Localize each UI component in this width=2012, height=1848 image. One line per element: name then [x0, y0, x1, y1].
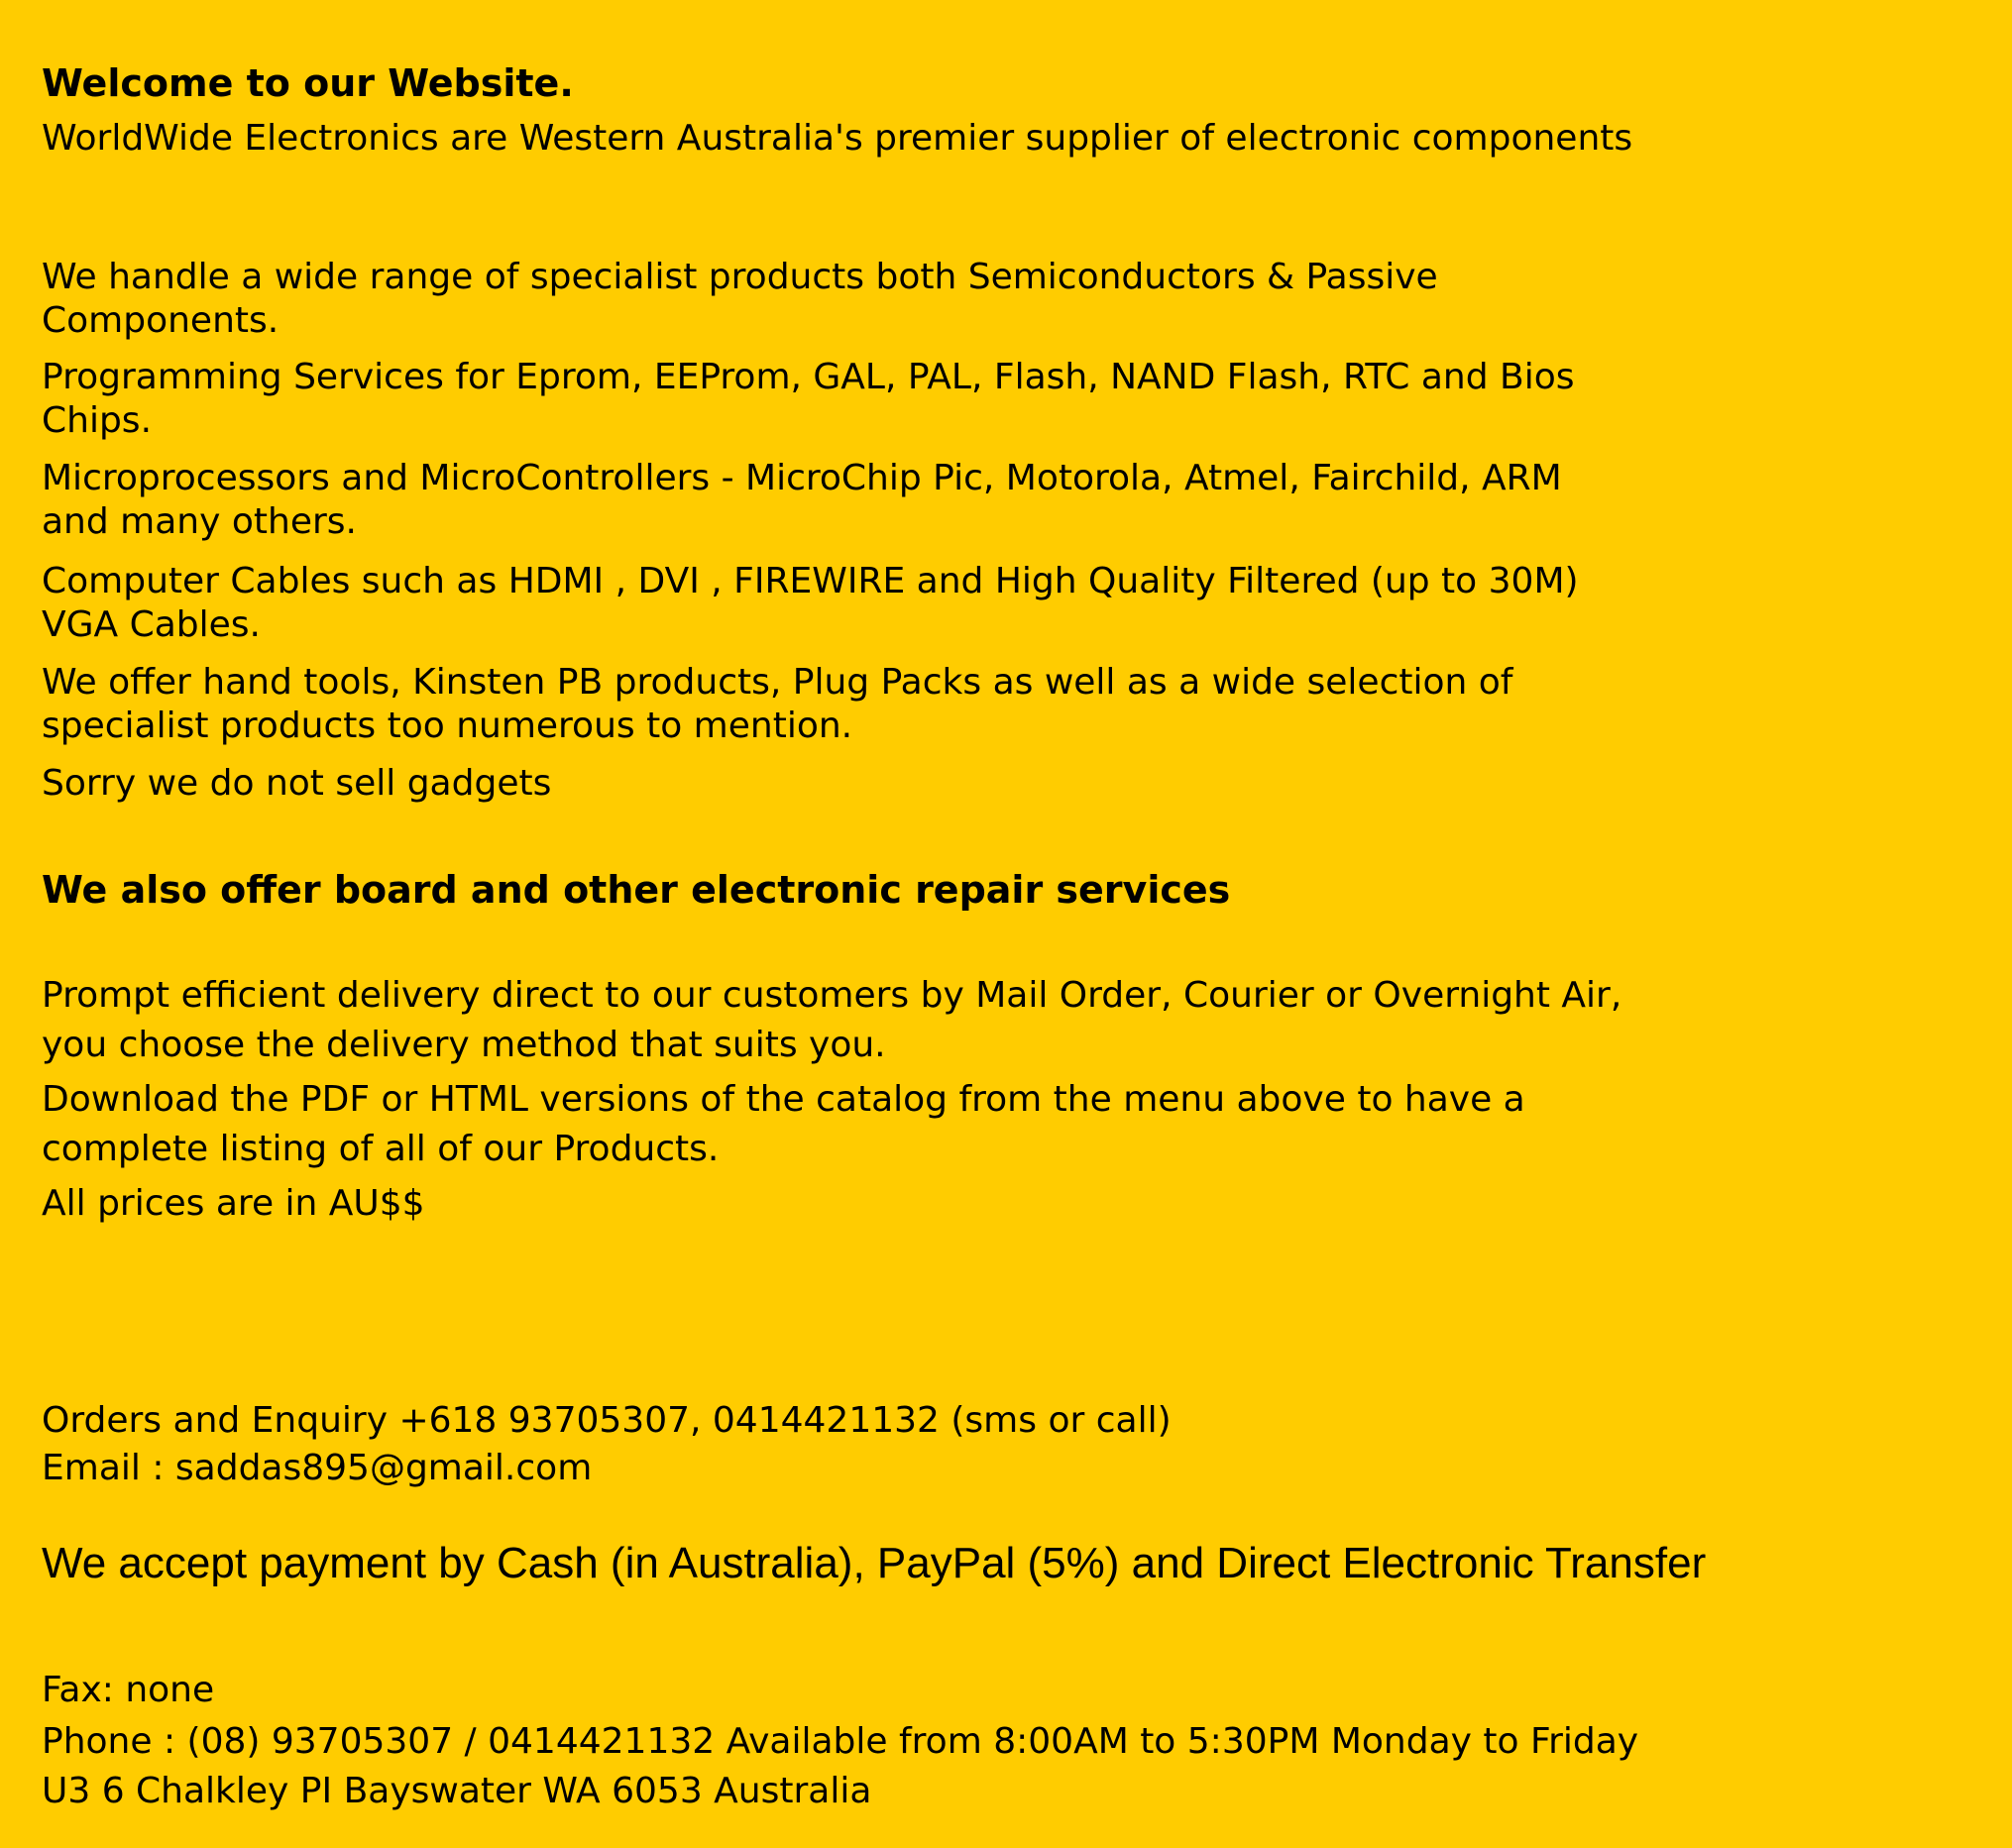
delivery-line: Prompt efficient delivery direct to our customers by Mail Order, Courier or Overnight Air,	[42, 975, 1622, 1016]
delivery-line: complete listing of all of our Products.	[42, 1129, 720, 1169]
phone-info: Phone : (08) 93705307 / 0414421132 Available from 8:00AM to 5:30PM Monday to Friday	[42, 1721, 1639, 1762]
products-line: Components.	[42, 300, 279, 341]
delivery-line: you choose the delivery method that suits you.	[42, 1025, 886, 1065]
products-line: Computer Cables such as HDMI , DVI , FIREWIRE and High Quality Filtered (up to 30M)	[42, 561, 1579, 601]
products-line: specialist products too numerous to mention.	[42, 706, 853, 746]
products-line: Chips.	[42, 400, 153, 441]
delivery-line: All prices are in AU$$	[42, 1183, 425, 1224]
welcome-subtitle: WorldWide Electronics are Western Australia's premier supplier of electronic components	[42, 118, 1633, 159]
email-contact: Email : saddas895@gmail.com	[42, 1448, 593, 1488]
products-line: We handle a wide range of specialist products both Semiconductors & Passive	[42, 257, 1438, 297]
products-line: We offer hand tools, Kinsten PB products, Plug Packs as well as a wide selection of	[42, 662, 1513, 703]
products-line: VGA Cables.	[42, 604, 261, 645]
products-line: Microprocessors and MicroControllers - MicroChip Pic, Motorola, Atmel, Fairchild, ARM	[42, 458, 1562, 498]
delivery-line: Download the PDF or HTML versions of the catalog from the menu above to have a	[42, 1079, 1525, 1120]
welcome-title: Welcome to our Website.	[42, 61, 574, 105]
address-info: U3 6 Chalkley PI Bayswater WA 6053 Australia	[42, 1771, 872, 1811]
products-line: Programming Services for Eprom, EEProm, GAL, PAL, Flash, NAND Flash, RTC and Bios	[42, 357, 1575, 397]
products-line: and many others.	[42, 501, 357, 542]
products-line: Sorry we do not sell gadgets	[42, 763, 552, 804]
repair-heading: We also offer board and other electronic repair services	[42, 868, 1231, 912]
payment-info: We accept payment by Cash (in Australia), PayPal (5%) and Direct Electronic Transfer	[42, 1539, 1707, 1587]
fax-info: Fax: none	[42, 1670, 215, 1710]
orders-contact: Orders and Enquiry +618 93705307, 0414421132 (sms or call)	[42, 1400, 1172, 1441]
